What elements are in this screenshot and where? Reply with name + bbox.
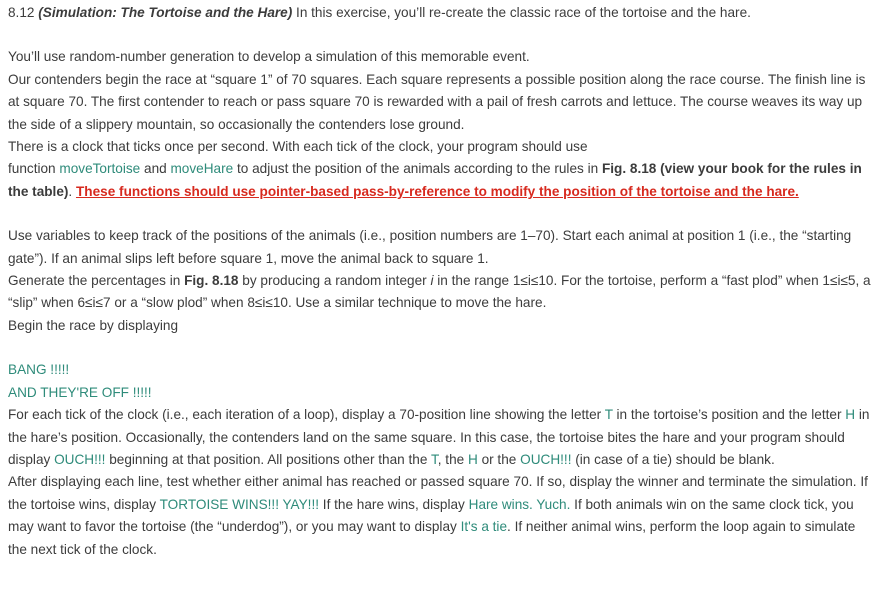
move-hare-function: moveHare bbox=[170, 161, 234, 177]
hare-wins-output: Hare wins. Yuch. bbox=[468, 496, 571, 512]
ouch-output: OUCH!!! bbox=[54, 451, 106, 467]
paragraph-contenders: Our contenders begin the race at “square 1” of 70 squares. Each square represents a possible position along the race course. The finish line is at square 70. The first contender to reach or pass square 70 is rewarded with a pail of fresh carrots and lettuce. The course weaves its way up the side of a slippery mountain, so occasionally the contenders lose ground. bbox=[8, 71, 866, 132]
paragraph-winner: After displaying each line, test whether either animal has reached or passed square 70. If so, display the winner and terminate the simulation. If the tortoise wins, display TORTOISE WINS!!! YAY!!! If the hare wins, display Hare wins. Yuch. If both animals win on the same clock tick, you may want to favor the tortoise (the “underdog”), or you may want to display It's a tie. If neither animal wins, perform the loop again to simulate the next tick of the clock. bbox=[8, 474, 868, 557]
exercise-heading bbox=[8, 2, 878, 24]
figure-reference: Fig. 8.18 (view your book for the rules in the table) bbox=[8, 161, 862, 199]
paragraph-tick-display: For each tick of the clock (i.e., each iteration of a loop), display a 70-position line showing the letter T in the tortoise’s position and the letter H in the hare’s position. Occasionally, the contenders land on the same square. In this case, the tortoise bites the hare and your program should display OUCH!!! beginning at that position. All positions other than the T, the H or the OUCH!!! (in case of a tie) should be blank. bbox=[8, 407, 870, 467]
paragraph-positions: Use variables to keep track of the positions of the animals (i.e., position numbers are 1–70). Start each animal at position 1 (i.e., the “starting gate”). If an animal slips left before square 1, move the animal back to square 1. bbox=[8, 228, 852, 266]
paragraph-begin: Begin the race by displaying bbox=[8, 317, 179, 333]
exercise-title: (Simulation: The Tortoise and the Hare) bbox=[38, 5, 293, 20]
exercise-intro: In this exercise, you’ll re-create the classic race of the tortoise and the hare. bbox=[292, 5, 751, 20]
theyre-off-output: AND THEY'RE OFF !!!!! bbox=[8, 384, 152, 400]
paragraph-percentages: Generate the percentages in Fig. 8.18 by producing a random integer i in the range 1≤i≤10. For the tortoise, perform a “fast plod” when 1≤i≤5, a “slip” when 6≤i≤7 or a “slow plod” when 8≤i≤10. Use a similar technique to move the hare. bbox=[8, 273, 871, 311]
pointer-requirement-link[interactable]: These functions should use pointer-based pass-by-reference to modify the position of the tortoise and the hare. bbox=[75, 183, 799, 199]
paragraph-intro: You’ll use random-number generation to develop a simulation of this memorable event. bbox=[8, 49, 530, 65]
move-tortoise-function: moveTortoise bbox=[59, 161, 141, 177]
exercise-number: 8.12 bbox=[8, 5, 39, 20]
tie-output: It's a tie bbox=[460, 519, 508, 535]
bang-output: BANG !!!!! bbox=[8, 362, 70, 378]
figure-reference-2: Fig. 8.18 bbox=[184, 273, 239, 289]
tortoise-wins-output: TORTOISE WINS!!! YAY!!! bbox=[159, 496, 320, 512]
paragraph-clock: There is a clock that ticks once per second. With each tick of the clock, your program should use function moveTortoise and moveHare to adjust the position of the animals according to the rules in Fig. 8.18 (view your book for the rules in the table). These functions should use pointer-based pass-by-reference to modify the position of the tortoise and the hare. bbox=[8, 139, 862, 199]
